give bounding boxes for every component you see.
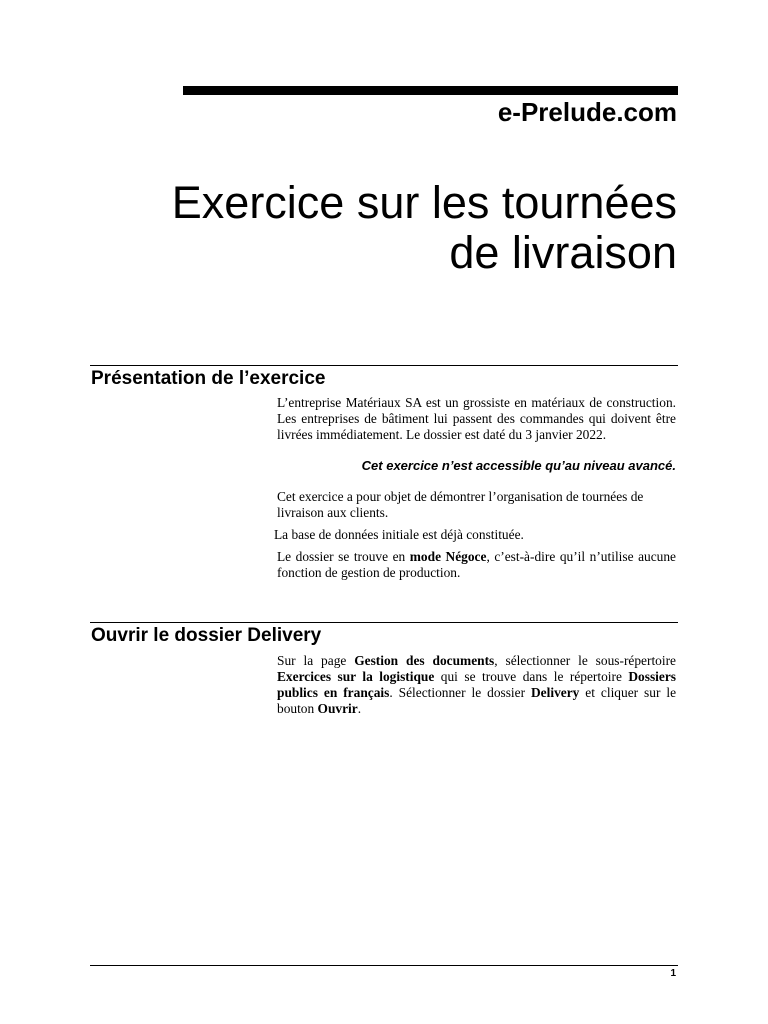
section-divider [90, 365, 678, 366]
text: qui se trouve dans le répertoire [434, 669, 629, 684]
text: , c’est-à-dire qu’il n’utilise aucune fonction de gestion de production. [277, 549, 676, 580]
text: . Sélectionner le dossier [389, 685, 532, 700]
document-title [77, 178, 677, 278]
document-management-text: Gestion des documents [354, 653, 495, 668]
section-divider [90, 622, 678, 623]
text: . [357, 701, 362, 716]
brand-name: e-Prelude.com [497, 97, 677, 127]
delivery-folder-text: Delivery [531, 685, 580, 700]
public-folders-text: Dossiers publics en français [277, 669, 676, 700]
mode-negoce-text: mode Négoce [409, 549, 487, 564]
paragraph-mode [277, 549, 676, 581]
header-bar [183, 86, 678, 95]
paragraph-instructions [277, 653, 676, 717]
footer-divider [90, 965, 678, 966]
text: , sélectionner le sous-répertoire [494, 653, 676, 668]
open-button-text: Ouvrir [317, 701, 358, 716]
section-heading-open-folder: Ouvrir le dossier Delivery [91, 625, 322, 646]
paragraph-intro: L’entreprise Matériaux SA est un grossiste en matériaux de construction. Les entreprises de bâtiment lui passent des commandes qui doivent être livrées immédiatement. Le dossier est daté du 3 janvier 2022. [277, 395, 676, 442]
document-title-line-2: de livraison [449, 227, 677, 278]
section-heading-presentation: Présentation de l’exercice [91, 368, 326, 389]
paragraph-database: La base de données initiale est déjà constituée. [274, 527, 524, 542]
page-number: 1 [670, 968, 676, 979]
paragraph-objective: Cet exercice a pour objet de démontrer l’organisation de tournées de livraison aux clients. [277, 489, 644, 520]
document-title-line-1: Exercice sur les tournées [171, 177, 677, 228]
text: et cliquer sur le bouton [277, 685, 677, 716]
section-body-presentation [274, 395, 676, 581]
level-note: Cet exercice n’est accessible qu’au niveau avancé. [361, 458, 676, 473]
text: Sur la page [277, 653, 355, 668]
logistics-exercises-text: Exercices sur la logistique [277, 669, 435, 684]
text: Le dossier se trouve en [277, 549, 410, 564]
section-body-open-folder [277, 653, 676, 717]
